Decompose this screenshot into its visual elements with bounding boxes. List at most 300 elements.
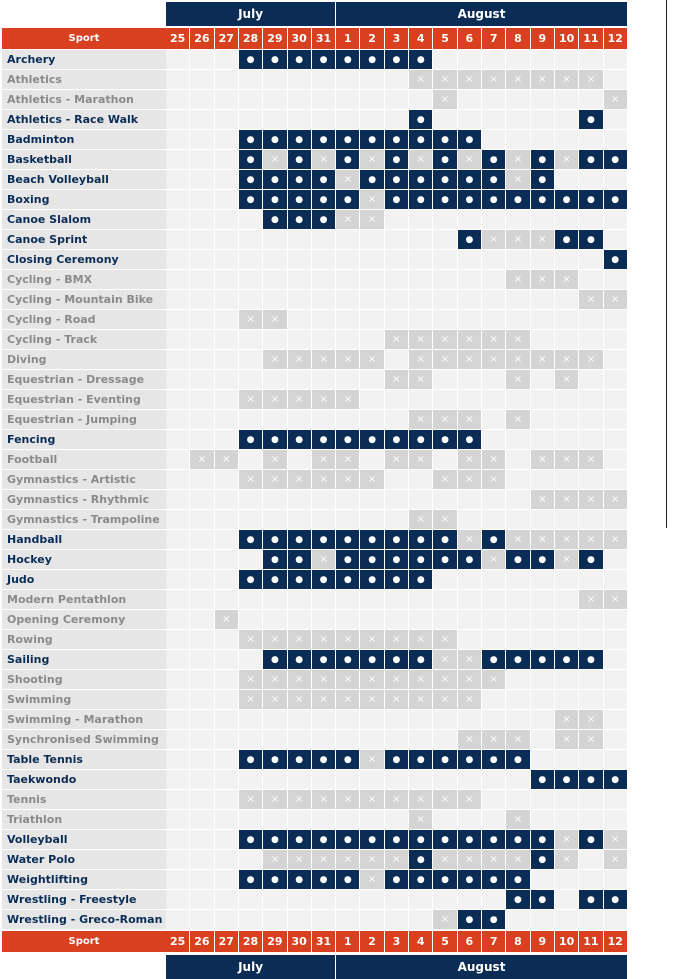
schedule-cell-empty bbox=[190, 890, 213, 909]
schedule-cell-empty bbox=[506, 690, 529, 709]
schedule-cell-empty bbox=[288, 310, 311, 329]
schedule-cell-empty bbox=[506, 590, 529, 609]
schedule-cell-empty bbox=[239, 450, 262, 469]
event-dot-cell: ● bbox=[312, 210, 335, 229]
schedule-cell-empty bbox=[555, 590, 578, 609]
schedule-cell-empty bbox=[506, 390, 529, 409]
schedule-cell-empty bbox=[312, 710, 335, 729]
event-dot-cell: ● bbox=[288, 190, 311, 209]
top-month-august: August bbox=[336, 2, 627, 26]
schedule-cell-empty bbox=[288, 710, 311, 729]
top-day-5: 5 bbox=[433, 28, 456, 49]
schedule-cell-empty bbox=[531, 710, 554, 729]
no-event-cell: × bbox=[239, 670, 262, 689]
no-event-cell: × bbox=[555, 710, 578, 729]
schedule-cell-empty bbox=[190, 210, 213, 229]
bottom-day-12: 12 bbox=[604, 931, 627, 952]
sport-label-opening-ceremony: Opening Ceremony bbox=[2, 610, 166, 629]
schedule-cell-empty bbox=[166, 890, 189, 909]
schedule-cell-empty bbox=[263, 230, 286, 249]
event-dot-cell: ● bbox=[482, 170, 505, 189]
schedule-cell-empty bbox=[239, 610, 262, 629]
schedule-cell-empty bbox=[531, 90, 554, 109]
top-day-25: 25 bbox=[166, 28, 189, 49]
no-event-cell: × bbox=[482, 670, 505, 689]
no-event-cell: × bbox=[604, 90, 627, 109]
sport-label-diving: Diving bbox=[2, 350, 166, 369]
no-event-cell: × bbox=[433, 510, 456, 529]
schedule-cell-empty bbox=[604, 70, 627, 89]
schedule-cell-empty bbox=[506, 110, 529, 129]
no-event-cell: × bbox=[409, 810, 432, 829]
schedule-cell-empty bbox=[531, 570, 554, 589]
schedule-cell-empty bbox=[166, 270, 189, 289]
event-dot-cell: ● bbox=[263, 870, 286, 889]
no-event-cell: × bbox=[312, 390, 335, 409]
bottom-day-11: 11 bbox=[579, 931, 602, 952]
no-event-cell: × bbox=[360, 750, 383, 769]
no-event-cell: × bbox=[458, 350, 481, 369]
no-event-cell: × bbox=[579, 350, 602, 369]
event-dot-cell: ● bbox=[312, 50, 335, 69]
sport-label-badminton: Badminton bbox=[2, 130, 166, 149]
schedule-cell-empty bbox=[166, 370, 189, 389]
event-dot-cell: ● bbox=[336, 530, 359, 549]
schedule-cell-empty bbox=[579, 390, 602, 409]
schedule-cell-empty bbox=[579, 630, 602, 649]
schedule-cell-empty bbox=[506, 250, 529, 269]
schedule-cell-empty bbox=[288, 610, 311, 629]
schedule-cell-empty bbox=[409, 770, 432, 789]
sport-label-swimming-marathon: Swimming - Marathon bbox=[2, 710, 166, 729]
event-dot-cell: ● bbox=[555, 230, 578, 249]
no-event-cell: × bbox=[531, 450, 554, 469]
no-event-cell: × bbox=[239, 390, 262, 409]
sport-label-boxing: Boxing bbox=[2, 190, 166, 209]
no-event-cell: × bbox=[531, 270, 554, 289]
no-event-cell: × bbox=[263, 310, 286, 329]
schedule-cell-empty bbox=[506, 430, 529, 449]
event-dot-cell: ● bbox=[385, 830, 408, 849]
sport-label-gymnastics-trampoline: Gymnastics - Trampoline bbox=[2, 510, 166, 529]
schedule-cell-empty bbox=[190, 250, 213, 269]
event-dot-cell: ● bbox=[409, 570, 432, 589]
sport-label-sailing: Sailing bbox=[2, 650, 166, 669]
schedule-cell-empty bbox=[604, 550, 627, 569]
schedule-cell-empty bbox=[190, 90, 213, 109]
schedule-cell-empty bbox=[506, 90, 529, 109]
schedule-cell-empty bbox=[555, 510, 578, 529]
sport-label-taekwondo: Taekwondo bbox=[2, 770, 166, 789]
schedule-cell-empty bbox=[385, 470, 408, 489]
schedule-cell-empty bbox=[604, 330, 627, 349]
schedule-cell-empty bbox=[336, 90, 359, 109]
no-event-cell: × bbox=[360, 350, 383, 369]
schedule-cell-empty bbox=[336, 370, 359, 389]
sport-label-cycling-bmx: Cycling - BMX bbox=[2, 270, 166, 289]
no-event-cell: × bbox=[215, 610, 238, 629]
schedule-cell-empty bbox=[531, 370, 554, 389]
no-event-cell: × bbox=[506, 170, 529, 189]
no-event-cell: × bbox=[263, 670, 286, 689]
schedule-cell-empty bbox=[336, 810, 359, 829]
event-dot-cell: ● bbox=[385, 430, 408, 449]
event-dot-cell: ● bbox=[239, 50, 262, 69]
no-event-cell: × bbox=[579, 290, 602, 309]
schedule-cell-empty bbox=[360, 330, 383, 349]
schedule-cell-empty bbox=[312, 90, 335, 109]
schedule-cell-empty bbox=[336, 730, 359, 749]
schedule-cell-empty bbox=[579, 870, 602, 889]
no-event-cell: × bbox=[506, 150, 529, 169]
sport-label-equestrian-jumping: Equestrian - Jumping bbox=[2, 410, 166, 429]
no-event-cell: × bbox=[433, 850, 456, 869]
event-dot-cell: ● bbox=[239, 750, 262, 769]
no-event-cell: × bbox=[409, 790, 432, 809]
no-event-cell: × bbox=[433, 70, 456, 89]
schedule-cell-empty bbox=[215, 110, 238, 129]
schedule-cell-empty bbox=[458, 310, 481, 329]
event-dot-cell: ● bbox=[312, 530, 335, 549]
no-event-cell: × bbox=[239, 470, 262, 489]
no-event-cell: × bbox=[312, 470, 335, 489]
schedule-cell-empty bbox=[385, 510, 408, 529]
no-event-cell: × bbox=[555, 530, 578, 549]
no-event-cell: × bbox=[579, 730, 602, 749]
schedule-cell-empty bbox=[482, 130, 505, 149]
schedule-cell-empty bbox=[482, 370, 505, 389]
schedule-cell-empty bbox=[166, 730, 189, 749]
top-sport-header: Sport bbox=[2, 28, 166, 49]
no-event-cell: × bbox=[458, 150, 481, 169]
event-dot-cell: ● bbox=[555, 190, 578, 209]
no-event-cell: × bbox=[604, 830, 627, 849]
event-dot-cell: ● bbox=[336, 750, 359, 769]
schedule-cell-empty bbox=[458, 290, 481, 309]
schedule-cell-empty bbox=[166, 330, 189, 349]
no-event-cell: × bbox=[555, 830, 578, 849]
schedule-cell-empty bbox=[190, 870, 213, 889]
event-dot-cell: ● bbox=[312, 870, 335, 889]
no-event-cell: × bbox=[288, 470, 311, 489]
event-dot-cell: ● bbox=[531, 770, 554, 789]
no-event-cell: × bbox=[409, 510, 432, 529]
event-dot-cell: ● bbox=[288, 130, 311, 149]
schedule-cell-empty bbox=[385, 290, 408, 309]
no-event-cell: × bbox=[433, 650, 456, 669]
event-dot-cell: ● bbox=[579, 550, 602, 569]
no-event-cell: × bbox=[482, 230, 505, 249]
schedule-cell-empty bbox=[312, 890, 335, 909]
event-dot-cell: ● bbox=[433, 150, 456, 169]
schedule-cell-empty bbox=[482, 270, 505, 289]
schedule-cell-empty bbox=[336, 490, 359, 509]
schedule-cell-empty bbox=[458, 630, 481, 649]
no-event-cell: × bbox=[360, 470, 383, 489]
schedule-cell-empty bbox=[166, 910, 189, 929]
event-dot-cell: ● bbox=[288, 650, 311, 669]
no-event-cell: × bbox=[482, 850, 505, 869]
no-event-cell: × bbox=[531, 490, 554, 509]
event-dot-cell: ● bbox=[409, 430, 432, 449]
event-dot-cell: ● bbox=[531, 850, 554, 869]
schedule-cell-empty bbox=[336, 710, 359, 729]
no-event-cell: × bbox=[409, 150, 432, 169]
no-event-cell: × bbox=[336, 390, 359, 409]
event-dot-cell: ● bbox=[604, 770, 627, 789]
schedule-cell-empty bbox=[166, 810, 189, 829]
schedule-cell-empty bbox=[360, 910, 383, 929]
schedule-cell-empty bbox=[385, 310, 408, 329]
schedule-cell-empty bbox=[215, 470, 238, 489]
event-dot-cell: ● bbox=[263, 750, 286, 769]
event-dot-cell: ● bbox=[579, 890, 602, 909]
schedule-cell-empty bbox=[482, 510, 505, 529]
no-event-cell: × bbox=[555, 550, 578, 569]
schedule-cell-empty bbox=[190, 50, 213, 69]
sport-label-shooting: Shooting bbox=[2, 670, 166, 689]
schedule-cell-empty bbox=[385, 590, 408, 609]
no-event-cell: × bbox=[336, 630, 359, 649]
schedule-cell-empty bbox=[190, 510, 213, 529]
schedule-cell-empty bbox=[604, 730, 627, 749]
no-event-cell: × bbox=[360, 670, 383, 689]
schedule-cell-empty bbox=[531, 390, 554, 409]
event-dot-cell: ● bbox=[239, 170, 262, 189]
schedule-cell-empty bbox=[215, 710, 238, 729]
event-dot-cell: ● bbox=[288, 150, 311, 169]
event-dot-cell: ● bbox=[263, 550, 286, 569]
event-dot-cell: ● bbox=[433, 530, 456, 549]
event-dot-cell: ● bbox=[360, 830, 383, 849]
schedule-cell-empty bbox=[239, 410, 262, 429]
bottom-day-6: 6 bbox=[458, 931, 481, 952]
schedule-cell-empty bbox=[312, 110, 335, 129]
schedule-cell-empty bbox=[579, 90, 602, 109]
schedule-cell-empty bbox=[604, 670, 627, 689]
bottom-month-july: July bbox=[166, 955, 335, 979]
schedule-cell-empty bbox=[555, 750, 578, 769]
top-day-8: 8 bbox=[506, 28, 529, 49]
schedule-cell-empty bbox=[336, 290, 359, 309]
no-event-cell: × bbox=[482, 550, 505, 569]
schedule-cell-empty bbox=[360, 230, 383, 249]
schedule-cell-empty bbox=[190, 650, 213, 669]
no-event-cell: × bbox=[458, 670, 481, 689]
bottom-day-25: 25 bbox=[166, 931, 189, 952]
schedule-cell-empty bbox=[263, 290, 286, 309]
schedule-cell-empty bbox=[312, 310, 335, 329]
schedule-cell-empty bbox=[555, 430, 578, 449]
event-dot-cell: ● bbox=[409, 110, 432, 129]
event-dot-cell: ● bbox=[312, 190, 335, 209]
schedule-cell-empty bbox=[190, 290, 213, 309]
schedule-cell-empty bbox=[239, 890, 262, 909]
event-dot-cell: ● bbox=[458, 550, 481, 569]
schedule-cell-empty bbox=[433, 390, 456, 409]
schedule-cell-empty bbox=[531, 290, 554, 309]
event-dot-cell: ● bbox=[239, 570, 262, 589]
event-dot-cell: ● bbox=[312, 570, 335, 589]
schedule-cell-empty bbox=[506, 50, 529, 69]
schedule-cell-empty bbox=[215, 810, 238, 829]
schedule-cell-empty bbox=[555, 250, 578, 269]
no-event-cell: × bbox=[360, 790, 383, 809]
schedule-cell-empty bbox=[482, 250, 505, 269]
no-event-cell: × bbox=[312, 150, 335, 169]
schedule-cell-empty bbox=[433, 770, 456, 789]
schedule-cell-empty bbox=[215, 590, 238, 609]
schedule-cell-empty bbox=[579, 130, 602, 149]
schedule-cell-empty bbox=[579, 330, 602, 349]
sport-label-handball: Handball bbox=[2, 530, 166, 549]
no-event-cell: × bbox=[312, 850, 335, 869]
schedule-cell-empty bbox=[239, 650, 262, 669]
schedule-cell-empty bbox=[166, 310, 189, 329]
schedule-cell-empty bbox=[166, 830, 189, 849]
event-dot-cell: ● bbox=[239, 190, 262, 209]
no-event-cell: × bbox=[482, 450, 505, 469]
schedule-cell-empty bbox=[166, 150, 189, 169]
no-event-cell: × bbox=[555, 730, 578, 749]
event-dot-cell: ● bbox=[385, 870, 408, 889]
event-dot-cell: ● bbox=[385, 50, 408, 69]
no-event-cell: × bbox=[458, 850, 481, 869]
event-dot-cell: ● bbox=[312, 750, 335, 769]
no-event-cell: × bbox=[555, 490, 578, 509]
schedule-cell-empty bbox=[458, 250, 481, 269]
no-event-cell: × bbox=[531, 350, 554, 369]
event-dot-cell: ● bbox=[531, 890, 554, 909]
schedule-cell-empty bbox=[385, 250, 408, 269]
schedule-cell-empty bbox=[555, 570, 578, 589]
schedule-cell-empty bbox=[215, 130, 238, 149]
schedule-cell-empty bbox=[288, 270, 311, 289]
schedule-cell-empty bbox=[506, 310, 529, 329]
schedule-cell-empty bbox=[336, 110, 359, 129]
no-event-cell: × bbox=[360, 630, 383, 649]
no-event-cell: × bbox=[409, 690, 432, 709]
schedule-cell-empty bbox=[433, 450, 456, 469]
schedule-cell-empty bbox=[482, 310, 505, 329]
schedule-cell-empty bbox=[409, 290, 432, 309]
no-event-cell: × bbox=[506, 370, 529, 389]
schedule-cell-empty bbox=[190, 750, 213, 769]
sport-label-cycling-track: Cycling - Track bbox=[2, 330, 166, 349]
schedule-cell-empty bbox=[190, 170, 213, 189]
event-dot-cell: ● bbox=[458, 170, 481, 189]
schedule-cell-empty bbox=[190, 770, 213, 789]
schedule-cell-empty bbox=[360, 590, 383, 609]
schedule-cell-empty bbox=[215, 550, 238, 569]
no-event-cell: × bbox=[263, 790, 286, 809]
schedule-cell-empty bbox=[166, 170, 189, 189]
schedule-cell-empty bbox=[263, 90, 286, 109]
schedule-cell-empty bbox=[312, 730, 335, 749]
schedule-cell-empty bbox=[409, 230, 432, 249]
event-dot-cell: ● bbox=[458, 750, 481, 769]
schedule-cell-empty bbox=[360, 410, 383, 429]
event-dot-cell: ● bbox=[409, 170, 432, 189]
bottom-day-9: 9 bbox=[531, 931, 554, 952]
no-event-cell: × bbox=[433, 470, 456, 489]
schedule-cell-empty bbox=[190, 730, 213, 749]
schedule-cell-empty bbox=[360, 770, 383, 789]
schedule-cell-empty bbox=[215, 790, 238, 809]
schedule-cell-empty bbox=[555, 790, 578, 809]
schedule-cell-empty bbox=[604, 630, 627, 649]
bottom-day-2: 2 bbox=[360, 931, 383, 952]
schedule-cell-empty bbox=[409, 470, 432, 489]
event-dot-cell: ● bbox=[336, 550, 359, 569]
schedule-cell-empty bbox=[482, 110, 505, 129]
schedule-cell-empty bbox=[263, 250, 286, 269]
event-dot-cell: ● bbox=[409, 830, 432, 849]
schedule-cell-empty bbox=[482, 490, 505, 509]
schedule-cell-empty bbox=[409, 490, 432, 509]
schedule-cell-empty bbox=[288, 90, 311, 109]
schedule-cell-empty bbox=[531, 590, 554, 609]
event-dot-cell: ● bbox=[409, 750, 432, 769]
schedule-cell-empty bbox=[166, 70, 189, 89]
schedule-cell-empty bbox=[579, 610, 602, 629]
no-event-cell: × bbox=[604, 530, 627, 549]
schedule-cell-empty bbox=[215, 250, 238, 269]
schedule-cell-empty bbox=[409, 310, 432, 329]
schedule-cell-empty bbox=[215, 390, 238, 409]
schedule-cell-empty bbox=[506, 510, 529, 529]
schedule-cell-empty bbox=[215, 870, 238, 889]
schedule-cell-empty bbox=[604, 470, 627, 489]
schedule-cell-empty bbox=[215, 830, 238, 849]
schedule-cell-empty bbox=[506, 670, 529, 689]
no-event-cell: × bbox=[312, 550, 335, 569]
schedule-cell-empty bbox=[506, 790, 529, 809]
event-dot-cell: ● bbox=[409, 550, 432, 569]
schedule-cell-empty bbox=[166, 490, 189, 509]
schedule-cell-empty bbox=[166, 250, 189, 269]
no-event-cell: × bbox=[433, 790, 456, 809]
sport-label-water-polo: Water Polo bbox=[2, 850, 166, 869]
sport-label-cycling-road: Cycling - Road bbox=[2, 310, 166, 329]
event-dot-cell: ● bbox=[288, 870, 311, 889]
schedule-cell-empty bbox=[579, 430, 602, 449]
schedule-cell-empty bbox=[263, 70, 286, 89]
schedule-cell-empty bbox=[263, 910, 286, 929]
schedule-cell-empty bbox=[409, 590, 432, 609]
no-event-cell: × bbox=[288, 350, 311, 369]
no-event-cell: × bbox=[506, 270, 529, 289]
schedule-cell-empty bbox=[312, 770, 335, 789]
schedule-cell-empty bbox=[579, 310, 602, 329]
no-event-cell: × bbox=[360, 690, 383, 709]
schedule-cell-empty bbox=[288, 450, 311, 469]
schedule-cell-empty bbox=[336, 310, 359, 329]
no-event-cell: × bbox=[288, 690, 311, 709]
no-event-cell: × bbox=[288, 670, 311, 689]
schedule-cell-empty bbox=[531, 670, 554, 689]
schedule-cell-empty bbox=[555, 130, 578, 149]
event-dot-cell: ● bbox=[506, 190, 529, 209]
schedule-cell-empty bbox=[531, 430, 554, 449]
event-dot-cell: ● bbox=[506, 650, 529, 669]
no-event-cell: × bbox=[555, 70, 578, 89]
schedule-cell-empty bbox=[215, 190, 238, 209]
no-event-cell: × bbox=[288, 390, 311, 409]
no-event-cell: × bbox=[360, 150, 383, 169]
event-dot-cell: ● bbox=[385, 130, 408, 149]
schedule-cell-empty bbox=[531, 410, 554, 429]
